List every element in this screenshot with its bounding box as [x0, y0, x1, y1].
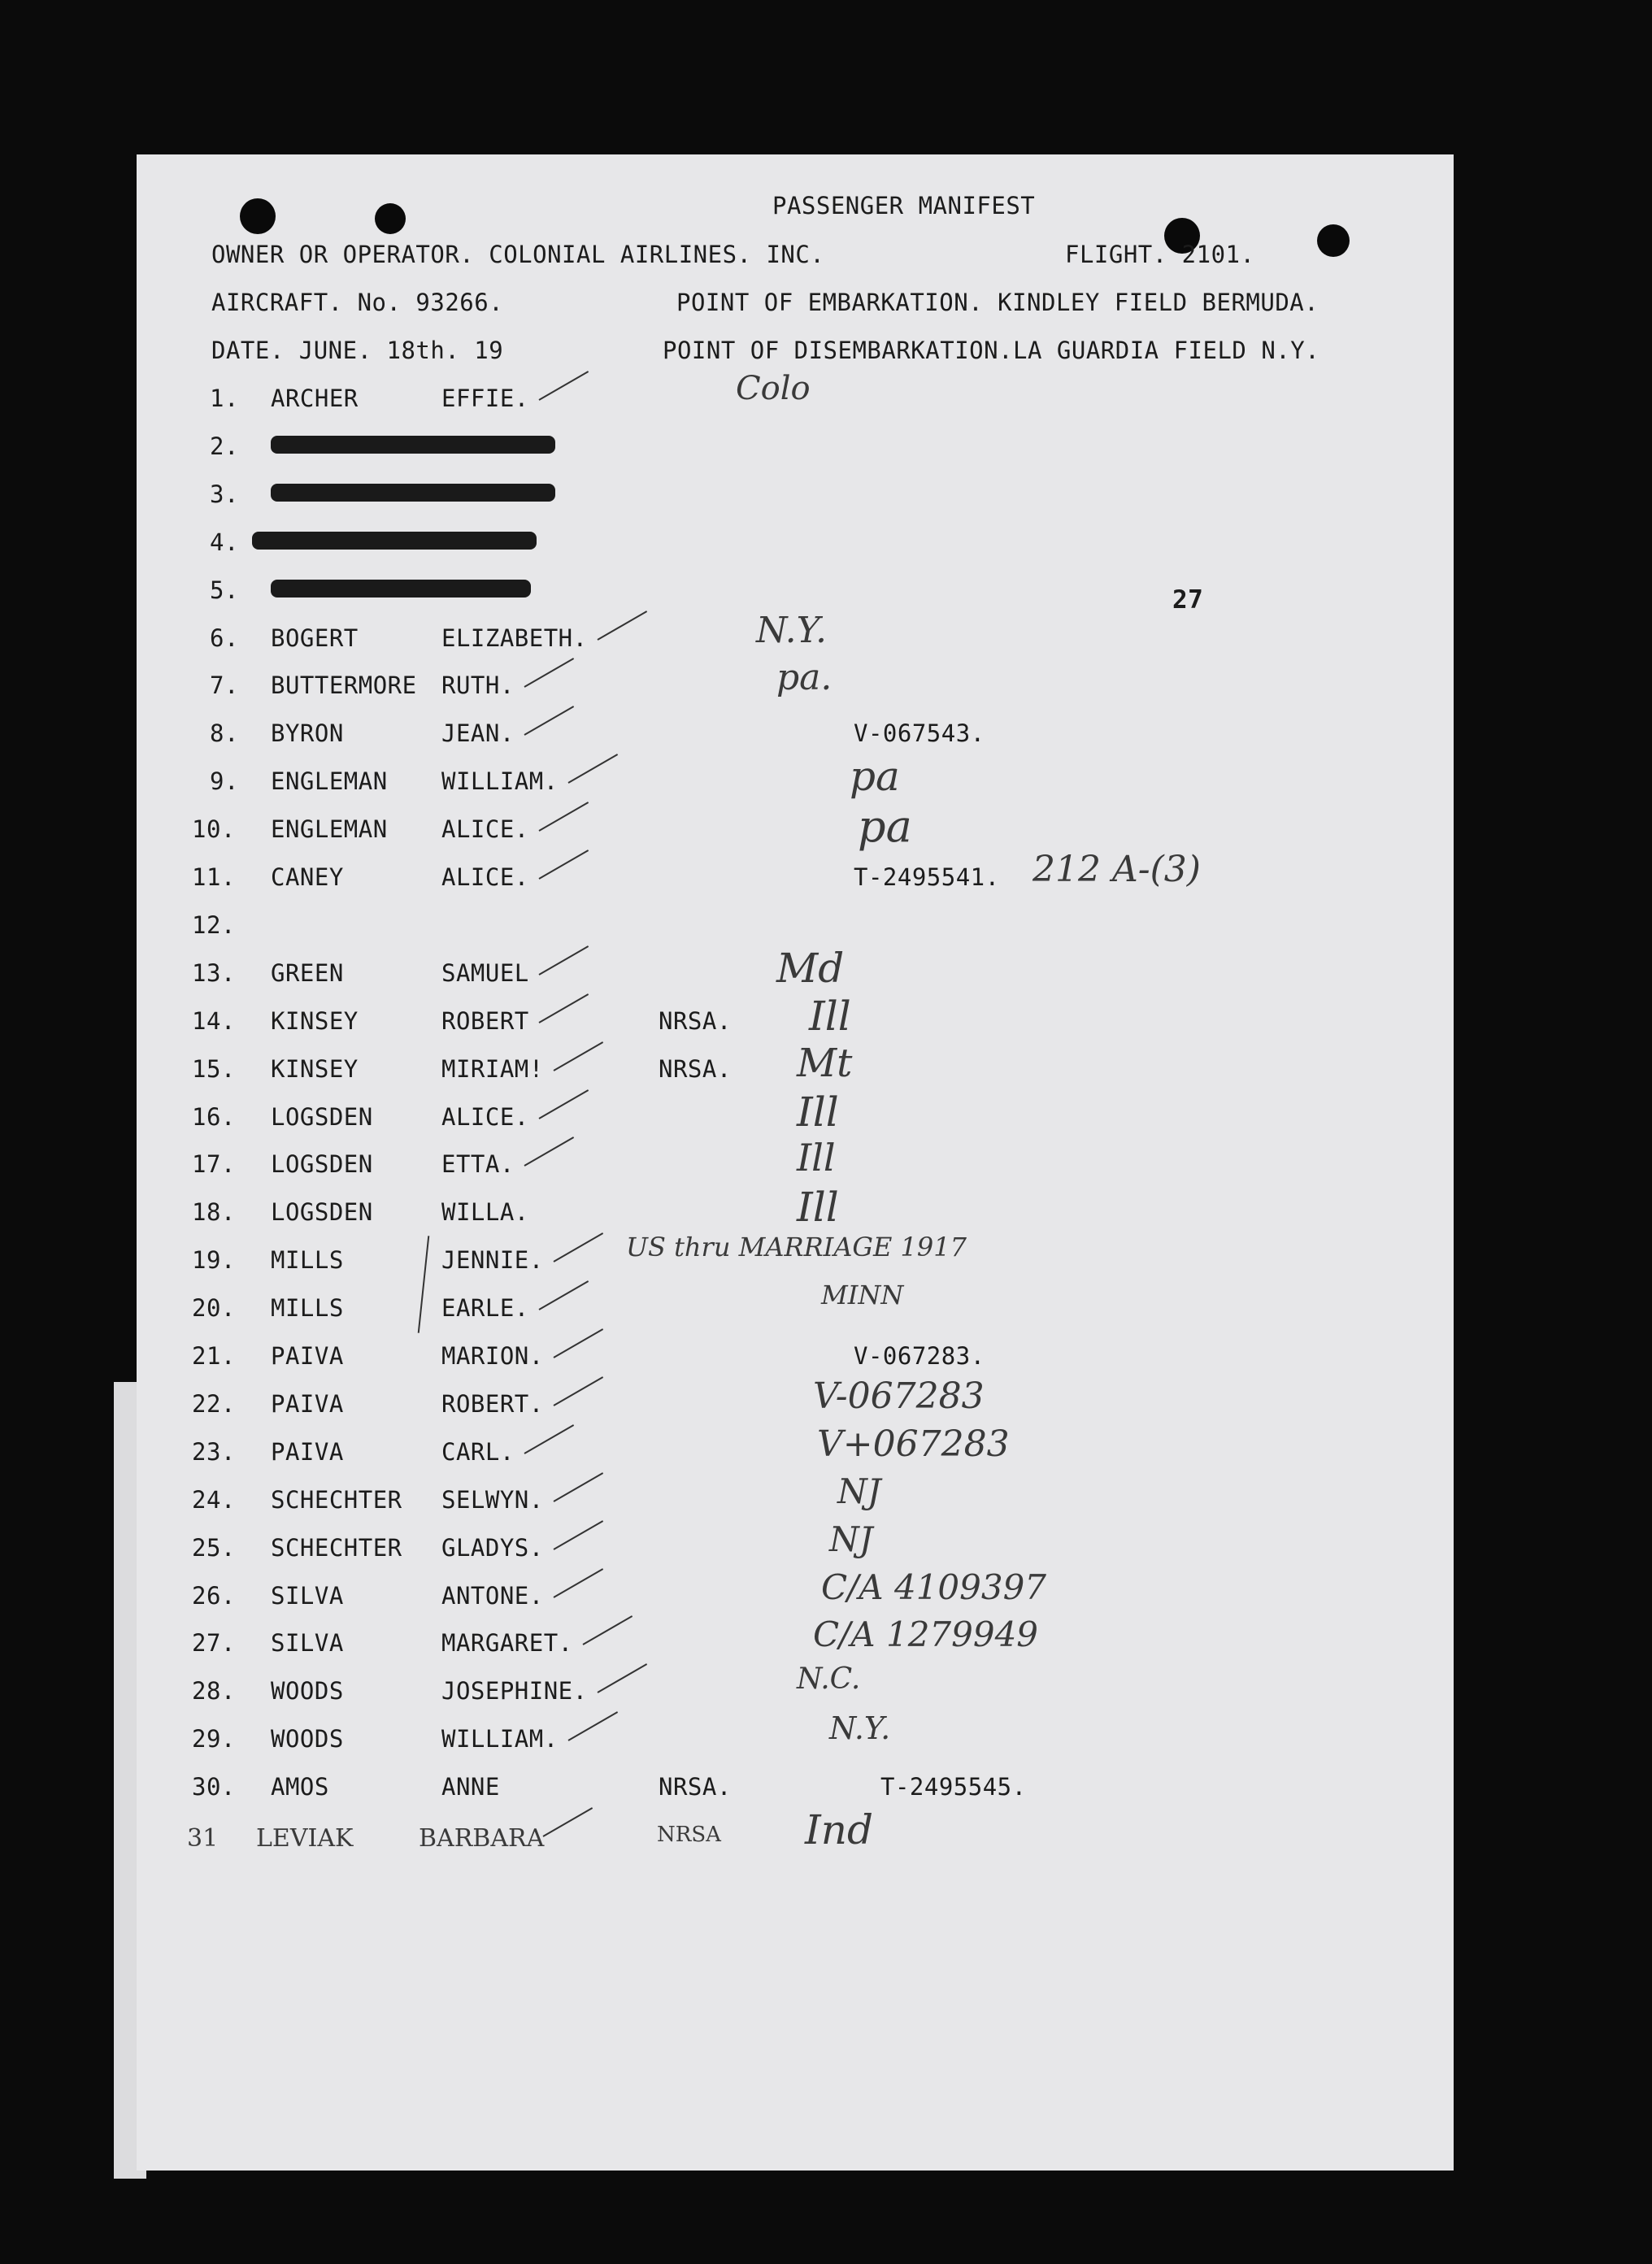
passenger-first-name: RUTH. — [441, 671, 515, 699]
passenger-last-name: AMOS — [271, 1773, 329, 1801]
passenger-last-name: PAIVA — [271, 1342, 344, 1370]
passenger-document: V-067283. — [854, 1342, 985, 1370]
passenger-first-name: ETTA. — [441, 1150, 515, 1178]
passenger-first-name: ALICE. — [441, 863, 529, 891]
row-number: 13. — [192, 959, 236, 987]
row-number: 2. — [210, 432, 239, 460]
passenger-last-name: BOGERT — [271, 624, 359, 652]
passenger-first-name: EARLE. — [441, 1294, 529, 1322]
passenger-code: NRSA. — [659, 1007, 732, 1035]
row-number: 19. — [192, 1246, 236, 1274]
passenger-last-name: SCHECHTER — [271, 1534, 402, 1562]
handwritten-note: Ill — [809, 993, 851, 1040]
passenger-first-name: MARGARET. — [441, 1629, 573, 1657]
owner-operator: OWNER OR OPERATOR. COLONIAL AIRLINES. INC. — [211, 241, 825, 268]
passenger-last-name: PAIVA — [271, 1438, 344, 1466]
manifest-title: PASSENGER MANIFEST — [772, 192, 1036, 219]
handwritten-note: Ill — [797, 1136, 836, 1180]
row-number: 7. — [210, 671, 239, 699]
passenger-last-name: BUTTERMORE — [271, 671, 417, 699]
row-number: 14. — [192, 1007, 236, 1035]
manifest-date: DATE. JUNE. 18th. 19 — [211, 337, 504, 364]
passenger-last-name: ENGLEMAN — [271, 815, 388, 843]
passenger-document: T-2495545. — [880, 1773, 1027, 1801]
passenger-first-name: JOSEPHINE. — [441, 1677, 588, 1705]
passenger-document: V-067543. — [854, 719, 985, 747]
passenger-first-name: BARBARA — [419, 1824, 545, 1853]
handwritten-note: Ind — [805, 1806, 873, 1853]
row-number: 28. — [192, 1677, 236, 1705]
row-number: 17. — [192, 1150, 236, 1178]
passenger-last-name: PAIVA — [271, 1390, 344, 1418]
passenger-last-name: WOODS — [271, 1725, 344, 1753]
handwritten-note: N.C. — [797, 1662, 861, 1696]
row-number: 1. — [210, 385, 239, 412]
passenger-first-name: MIRIAM! — [441, 1055, 544, 1083]
row-number: 20. — [192, 1294, 236, 1322]
row-number: 16. — [192, 1103, 236, 1131]
passenger-last-name: SILVA — [271, 1629, 344, 1657]
passenger-first-name: JEAN. — [441, 719, 515, 747]
passenger-last-name: MILLS — [271, 1294, 344, 1322]
handwritten-note: N.Y. — [829, 1710, 891, 1746]
punch-hole-mark — [1317, 224, 1350, 257]
row-number: 25. — [192, 1534, 236, 1562]
row-number: 22. — [192, 1390, 236, 1418]
row-number: 11. — [192, 863, 236, 891]
passenger-last-name: MILLS — [271, 1246, 344, 1274]
passenger-first-name: SAMUEL — [441, 959, 529, 987]
passenger-last-name: LOGSDEN — [271, 1150, 373, 1178]
passenger-last-name: GREEN — [271, 959, 344, 987]
handwritten-note: C/A 1279949 — [813, 1614, 1039, 1654]
row-number: 9. — [210, 767, 239, 795]
row-number: 21. — [192, 1342, 236, 1370]
row-number: 5. — [210, 576, 239, 604]
passenger-first-name: ROBERT — [441, 1007, 529, 1035]
row-number: 15. — [192, 1055, 236, 1083]
passenger-first-name: WILLIAM. — [441, 767, 559, 795]
passenger-last-name: ARCHER — [271, 385, 359, 412]
handwritten-note: NJ — [837, 1471, 881, 1511]
passenger-first-name: CARL. — [441, 1438, 515, 1466]
row-number: 30. — [192, 1773, 236, 1801]
handwritten-note: Ill — [797, 1089, 839, 1136]
handwritten-note: MINN — [821, 1280, 904, 1310]
handwritten-note: Mt — [797, 1041, 853, 1086]
handwritten-note: C/A 4109397 — [821, 1567, 1047, 1607]
passenger-first-name: ALICE. — [441, 1103, 529, 1131]
passenger-last-name: WOODS — [271, 1677, 344, 1705]
passenger-last-name: LEVIAK — [256, 1824, 354, 1853]
handwritten-note: NJ — [829, 1519, 873, 1559]
row-number: 27. — [192, 1629, 236, 1657]
passenger-code: NRSA. — [659, 1055, 732, 1083]
row-number: 10. — [192, 815, 236, 843]
handwritten-note: Colo — [736, 370, 811, 407]
handwritten-note: US thru MARRIAGE 1917 — [626, 1232, 967, 1262]
redaction-bar — [271, 484, 555, 502]
passenger-last-name: BYRON — [271, 719, 344, 747]
row-number: 29. — [192, 1725, 236, 1753]
page-number: 27 — [1172, 585, 1204, 615]
passenger-last-name: KINSEY — [271, 1055, 359, 1083]
passenger-first-name: EFFIE. — [441, 385, 529, 412]
passenger-last-name: SILVA — [271, 1582, 344, 1610]
aircraft-number: AIRCRAFT. No. 93266. — [211, 289, 504, 316]
point-of-disembarkation: POINT OF DISEMBARKATION.LA GUARDIA FIELD N.Y. — [663, 337, 1320, 364]
passenger-first-name: SELWYN. — [441, 1486, 544, 1514]
passenger-first-name: ANTONE. — [441, 1582, 544, 1610]
passenger-first-name: MARION. — [441, 1342, 544, 1370]
redaction-bar — [271, 580, 531, 598]
passenger-last-name: LOGSDEN — [271, 1103, 373, 1131]
passenger-document: T-2495541. — [854, 863, 1000, 891]
row-number: 23. — [192, 1438, 236, 1466]
handwritten-note: Ill — [797, 1184, 839, 1231]
passenger-last-name: ENGLEMAN — [271, 767, 388, 795]
row-number: 18. — [192, 1198, 236, 1226]
handwritten-note: N.Y. — [756, 610, 828, 651]
row-number: 4. — [210, 528, 239, 556]
passenger-last-name: LOGSDEN — [271, 1198, 373, 1226]
handwritten-note: Md — [776, 945, 845, 992]
punch-hole-mark — [375, 203, 406, 234]
row-number: 26. — [192, 1582, 236, 1610]
passenger-first-name: ANNE — [441, 1773, 500, 1801]
point-of-embarkation: POINT OF EMBARKATION. KINDLEY FIELD BERMUDA. — [676, 289, 1319, 316]
passenger-code: NRSA. — [659, 1773, 732, 1801]
handwritten-note: pa — [850, 753, 900, 800]
punch-hole-mark — [240, 198, 276, 234]
passenger-last-name: SCHECHTER — [271, 1486, 402, 1514]
passenger-first-name: WILLA. — [441, 1198, 529, 1226]
passenger-first-name: JENNIE. — [441, 1246, 544, 1274]
row-number: 24. — [192, 1486, 236, 1514]
row-number: 12. — [192, 911, 236, 939]
redaction-bar — [252, 532, 537, 550]
passenger-last-name: KINSEY — [271, 1007, 359, 1035]
handwritten-note: V+067283 — [817, 1423, 1010, 1465]
passenger-first-name: ALICE. — [441, 815, 529, 843]
row-number: 3. — [210, 480, 239, 508]
row-number: 6. — [210, 624, 239, 652]
passenger-first-name: ROBERT. — [441, 1390, 544, 1418]
passenger-first-name: WILLIAM. — [441, 1725, 559, 1753]
handwritten-note: 212 A-(3) — [1032, 849, 1201, 890]
redaction-bar — [271, 436, 555, 454]
handwritten-note: pa — [858, 801, 912, 852]
handwritten-note: V-067283 — [813, 1375, 985, 1417]
row-number: 8. — [210, 719, 239, 747]
passenger-last-name: CANEY — [271, 863, 344, 891]
passenger-first-name: ELIZABETH. — [441, 624, 588, 652]
row-number: 31 — [187, 1824, 219, 1853]
passenger-first-name: GLADYS. — [441, 1534, 544, 1562]
flight-number: FLIGHT. 2101. — [1065, 241, 1255, 268]
passenger-code: NRSA — [657, 1823, 721, 1847]
handwritten-note: pa. — [776, 657, 833, 698]
